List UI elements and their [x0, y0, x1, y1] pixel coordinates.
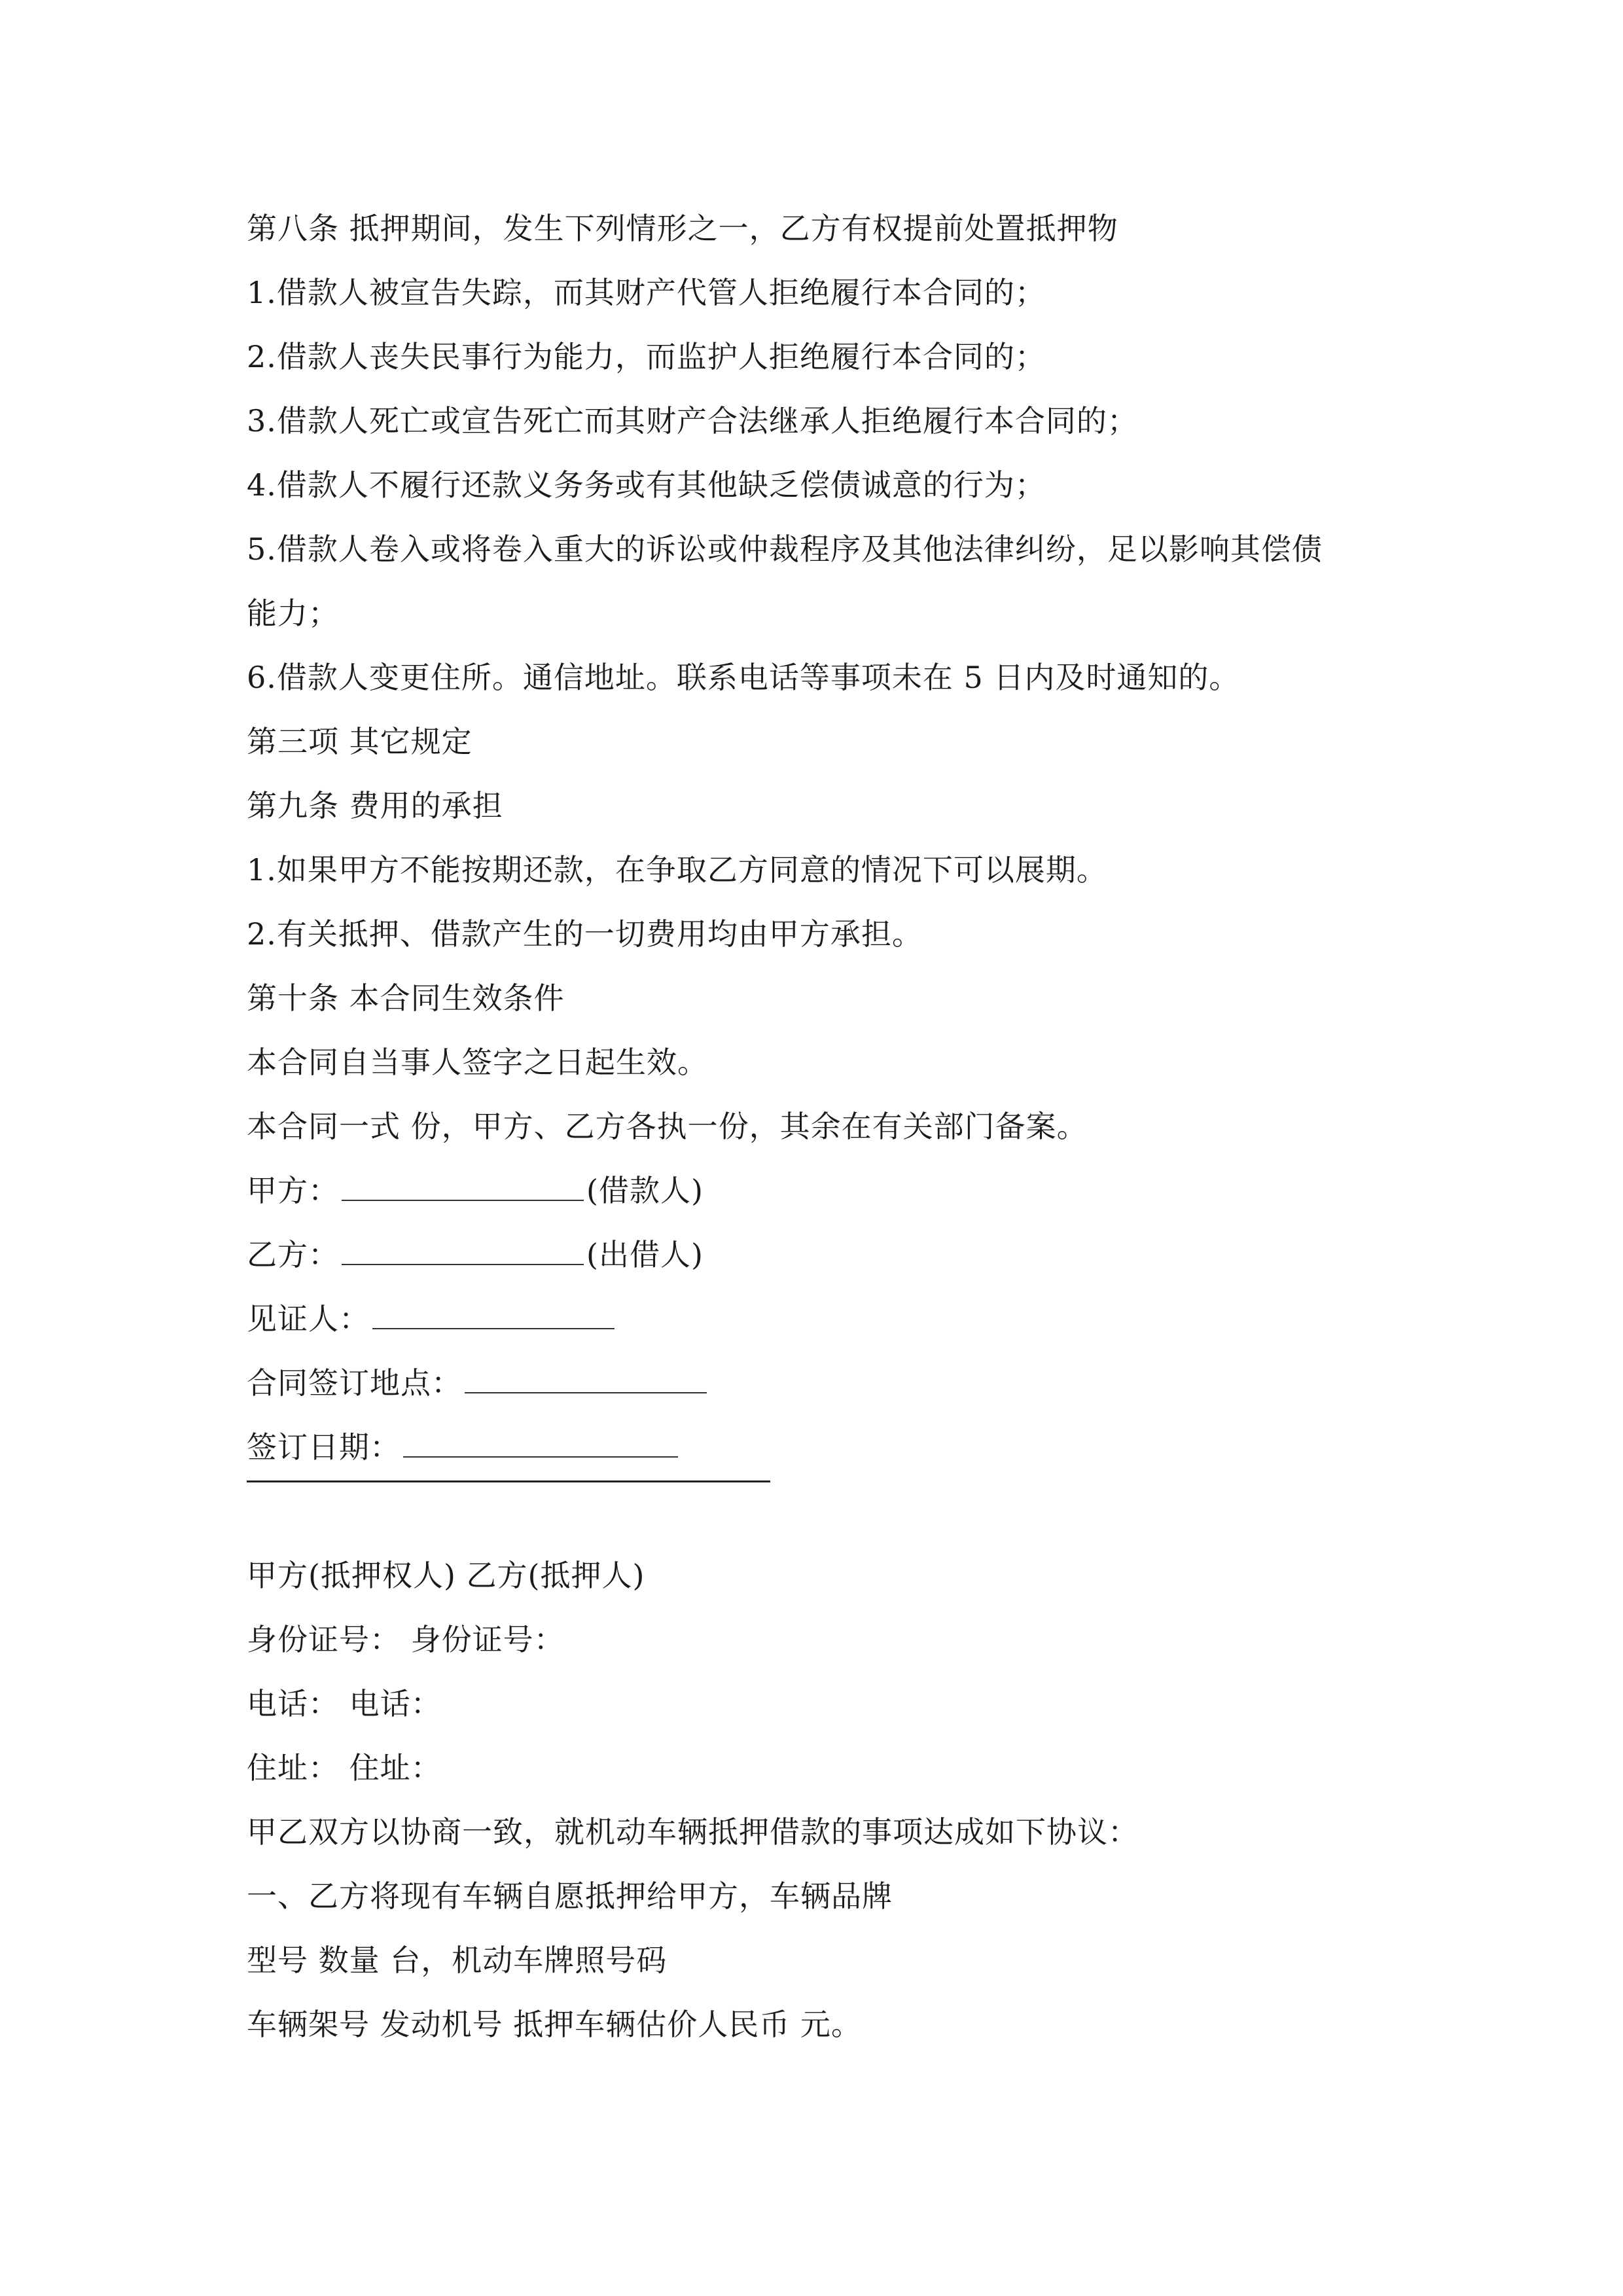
article-9-item-2: 2.有关抵押、借款产生的一切费用均由甲方承担。	[247, 916, 923, 952]
agreement-intro: 甲乙双方以协商一致，就机动车辆抵押借款的事项达成如下协议：	[247, 1814, 1139, 1850]
signing-place-blank[interactable]	[465, 1357, 707, 1393]
address-line: 住址： 住址：	[247, 1750, 442, 1785]
party-b-role: (出借人)	[586, 1237, 704, 1272]
phone-line: 电话： 电话：	[247, 1686, 442, 1721]
article-8-title: 第八条 抵押期间，发生下列情形之一，乙方有权提前处置抵押物	[247, 211, 1118, 246]
article-8-item-2: 2.借款人丧失民事行为能力，而监护人拒绝履行本合同的；	[247, 339, 1046, 374]
party-b-signature-line	[247, 1223, 1399, 1287]
party-b-blank[interactable]	[342, 1229, 584, 1265]
article-10-item-1: 本合同自当事人签字之日起生效。	[247, 1045, 708, 1080]
party-b-label: 乙方：	[247, 1237, 339, 1272]
party-a-blank[interactable]	[342, 1164, 584, 1201]
article-10-title: 第十条 本合同生效条件	[247, 980, 565, 1016]
signing-date-blank[interactable]	[403, 1421, 678, 1458]
party-a-label: 甲方：	[247, 1173, 339, 1208]
section-divider	[247, 1479, 1399, 1543]
signing-place-line	[247, 1351, 1399, 1415]
article-8-item-4: 4.借款人不履行还款义务务或有其他缺乏偿债诚意的行为；	[247, 467, 1046, 503]
signing-date-line	[247, 1415, 1399, 1479]
document-page	[247, 196, 1399, 2056]
party-a-signature-line	[247, 1158, 1399, 1223]
section-3-title: 第三项 其它规定	[247, 724, 473, 759]
article-8-item-5: 5.借款人卷入或将卷入重大的诉讼或仲裁程序及其他法律纠纷，足以影响其偿债	[247, 531, 1323, 567]
witness-label: 见证人：	[247, 1301, 370, 1336]
article-8-item-6: 6.借款人变更住所。通信地址。联系电话等事项未在 5 日内及时通知的。	[247, 660, 1240, 695]
clause-1-line-1: 一、乙方将现有车辆自愿抵押给甲方，车辆品牌	[247, 1878, 893, 1914]
second-contract-parties: 甲方(抵押权人) 乙方(抵押人)	[247, 1558, 645, 1593]
article-10-item-2: 本合同一式 份，甲方、乙方各执一份，其余在有关部门备案。	[247, 1109, 1088, 1144]
article-9-title: 第九条 费用的承担	[247, 788, 503, 823]
witness-blank[interactable]	[372, 1293, 615, 1329]
id-number-line: 身份证号： 身份证号：	[247, 1622, 565, 1657]
article-8-item-5-cont: 能力；	[247, 596, 339, 631]
clause-1-line-2: 型号 数量 台，机动车牌照号码	[247, 1943, 668, 1978]
witness-line	[247, 1287, 1399, 1351]
article-9-item-1: 1.如果甲方不能按期还款，在争取乙方同意的情况下可以展期。	[247, 852, 1107, 888]
article-8-item-1: 1.借款人被宣告失踪，而其财产代管人拒绝履行本合同的；	[247, 275, 1046, 310]
article-8-item-3: 3.借款人死亡或宣告死亡而其财产合法继承人拒绝履行本合同的；	[247, 403, 1138, 439]
signing-date-label: 签订日期：	[247, 1429, 401, 1465]
signing-place-label: 合同签订地点：	[247, 1365, 462, 1401]
clause-1-line-3: 车辆架号 发动机号 抵押车辆估价人民币 元。	[247, 2007, 862, 2042]
party-a-role: (借款人)	[586, 1173, 704, 1208]
